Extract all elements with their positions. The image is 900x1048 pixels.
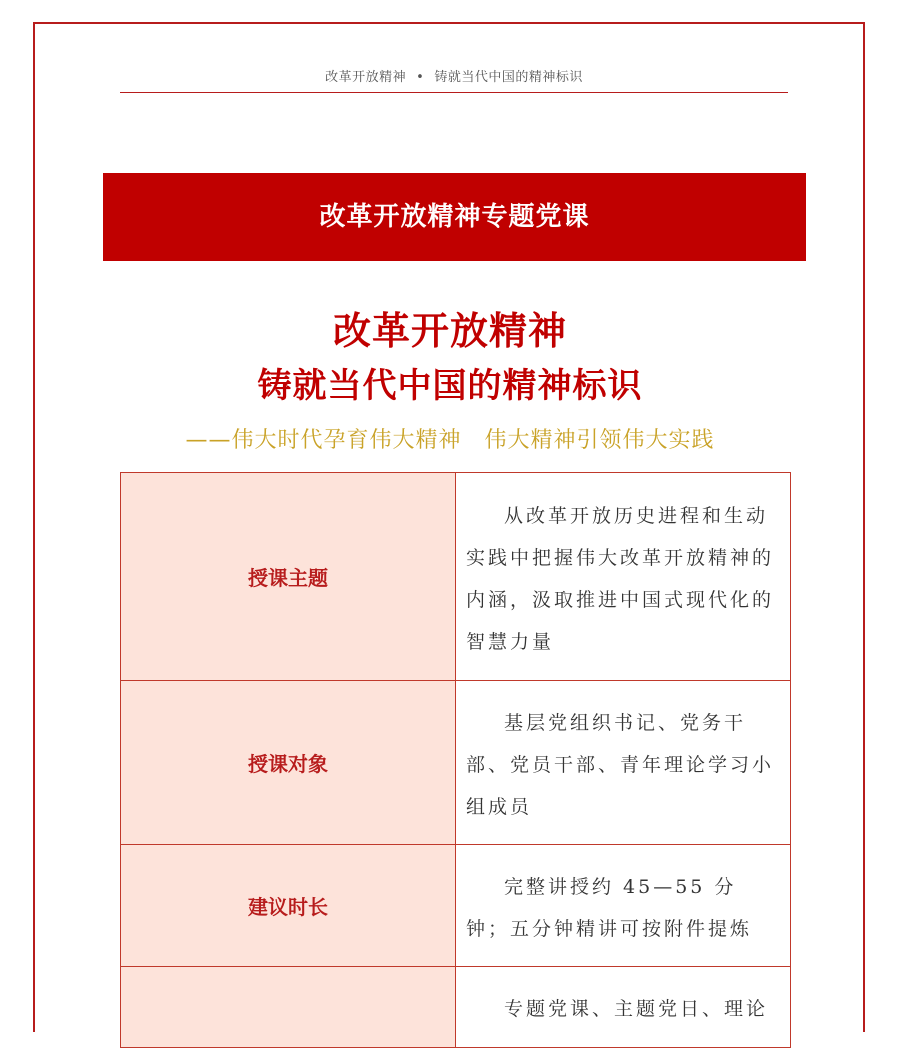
row-content-audience: 基层党组织书记、党务干部、党员干部、青年理论学习小组成员 bbox=[456, 681, 791, 845]
running-header-left: 改革开放精神 bbox=[325, 70, 407, 85]
row-content-duration: 完整讲授约 45—55 分钟；五分钟精讲可按附件提炼 bbox=[456, 845, 791, 967]
course-info-table bbox=[120, 472, 791, 1048]
table-row bbox=[121, 473, 791, 681]
page-subtitle: ——伟大时代孕育伟大精神 伟大精神引领伟大实践 bbox=[185, 428, 715, 453]
row-label-audience: 授课对象 bbox=[121, 681, 456, 845]
table-row bbox=[121, 967, 791, 1048]
row-label-format bbox=[121, 967, 456, 1048]
page-title-second-line: 铸就当代中国的精神标识 bbox=[257, 366, 643, 406]
row-content-topic: 从改革开放历史进程和生动实践中把握伟大改革开放精神的内涵，汲取推进中国式现代化的智慧力量 bbox=[456, 473, 791, 681]
table-row bbox=[121, 845, 791, 967]
row-label-topic: 授课主题 bbox=[121, 473, 456, 681]
row-label-duration: 建议时长 bbox=[121, 845, 456, 967]
table-row bbox=[121, 681, 791, 845]
row-content-format: 专题党课、主题党日、理论 bbox=[456, 967, 791, 1048]
page-title: 改革开放精神 bbox=[332, 309, 567, 353]
topic-banner: 改革开放精神专题党课 bbox=[103, 173, 806, 261]
running-header-right: 铸就当代中国的精神标识 bbox=[434, 70, 583, 85]
running-header-separator: • bbox=[416, 70, 425, 85]
header-rule bbox=[120, 92, 788, 93]
running-header bbox=[120, 66, 788, 85]
